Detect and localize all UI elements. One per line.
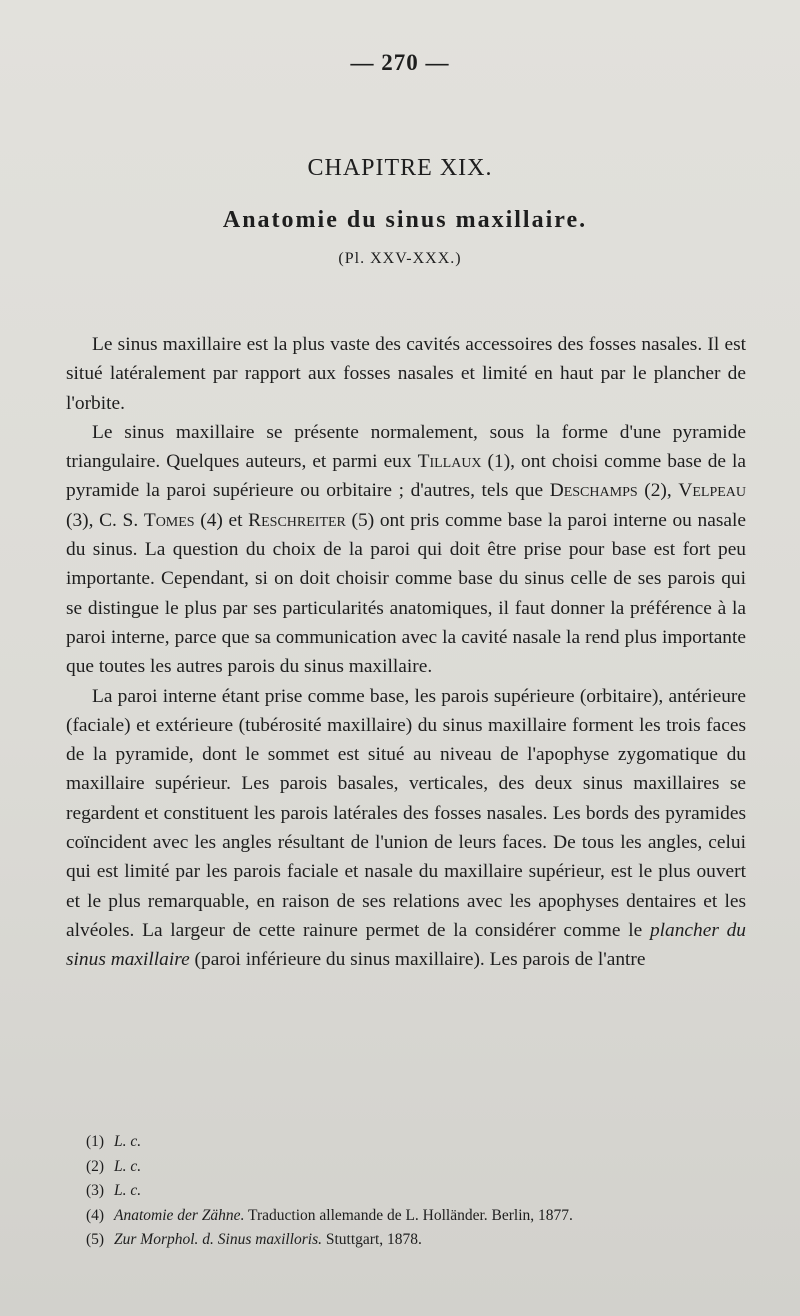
paragraph-2-text: (4) et: [194, 509, 249, 531]
footnote-number: (5): [86, 1231, 105, 1248]
footnote-text: L. c.: [114, 1182, 142, 1199]
author-deschamps: Deschamps: [549, 480, 638, 502]
paragraph-2-text: (5) ont pris comme base la paroi interne ou nasale du sinus. La question du choix de la paroi qui doit être prise pour base est fort peu importante. Cependant, si on doit choisir comme base du sinus celle de ses parois qui se distingue le plus par ses particularités anatomiques, il faut donner la préférence à la paroi interne, parce que sa communication avec la cavité nasale la rend plus importante que toutes les autres parois du sinus maxillaire.: [66, 509, 746, 678]
footnote-number: (4): [86, 1206, 105, 1224]
footnote-text: Stuttgart, 1878.: [321, 1231, 422, 1248]
author-velpeau: Velpeau: [678, 480, 747, 502]
plates-reference: (Pl. XXV-XXX.): [338, 250, 462, 267]
paragraph-2-text: Le sinus maxillaire se présente normalement, sous la forme d'une pyramide triangulaire. Quelques auteurs, et parmi eux: [66, 421, 746, 473]
footnote-text: L. c.: [114, 1157, 142, 1175]
footnote-text: Traduction allemande de L. Holländer. Berlin, 1877.: [244, 1206, 573, 1224]
footnote-text: L. c.: [114, 1133, 142, 1150]
author-reschreiter: Reschreiter: [248, 509, 346, 531]
paragraph-2: [66, 418, 746, 682]
paragraph-1: Le sinus maxillaire est la plus vaste des cavités accessoires des fosses nasales. Il est situé latéralement par rapport aux fosses nasales et limité en haut par le plancher de l'orbite.: [66, 334, 746, 414]
page-number: — 270 —: [350, 50, 450, 75]
chapter-title: CHAPITRE XIX.: [307, 155, 493, 181]
paragraph-3-text: (paroi inférieure du sinus maxillaire). Les parois de l'antre: [189, 949, 646, 971]
footnote-number: (2): [86, 1157, 105, 1175]
body-text: [66, 330, 746, 975]
section-title: Anatomie du sinus maxillaire.: [222, 207, 588, 233]
footnote-2: [86, 1155, 746, 1180]
italic-term: plancher du sinus maxillaire: [66, 919, 747, 971]
paragraph-3-text: La paroi interne étant prise comme base, les parois supérieure (orbitaire), antérieure (faciale) et extérieure (tubérosité maxillaire) du sinus maxillaire forment les trois faces de la pyramide, dont le sommet est situé au niveau de l'apophyse zygomatique du maxillaire supérieur. Les parois basales, verticales, des deux sinus maxillaires se regardent et constituent les parois latérales des fosses nasales. Les bords des pyramides coïncident avec les angles résultant de l'union de leurs faces. De tous les angles, celui qui est limité par les parois faciale et nasale du maxillaire supérieur, est le plus ouvert et le plus remarquable, en raison de ses relations avec les apophyses dentaires et les alvéoles. La largeur de cette rainure permet de la considérer comme le: [66, 685, 746, 941]
footnote-title: Zur Morphol. d. Sinus maxilloris.: [114, 1231, 322, 1248]
footnote-5: [86, 1228, 746, 1253]
footnote-3: [86, 1179, 746, 1204]
paragraph-2-text: (2),: [637, 480, 679, 502]
footnote-1: [86, 1130, 746, 1155]
footnote-title: Anatomie der Zähne.: [114, 1206, 245, 1224]
footnote-4: [86, 1204, 746, 1229]
footnotes: [86, 1130, 746, 1253]
footnote-number: (1): [86, 1133, 105, 1150]
paragraph-3: [66, 682, 746, 975]
author-tillaux: Tillaux: [417, 451, 482, 473]
paragraph-2-text: (1), ont choisi comme base de la pyramide la paroi supérieure ou orbitaire ; d'autres, tels que: [66, 451, 747, 502]
footnote-number: (3): [86, 1182, 105, 1199]
author-tomes: Tomes: [143, 509, 195, 531]
paragraph-2-text: (3), C. S.: [66, 509, 144, 531]
